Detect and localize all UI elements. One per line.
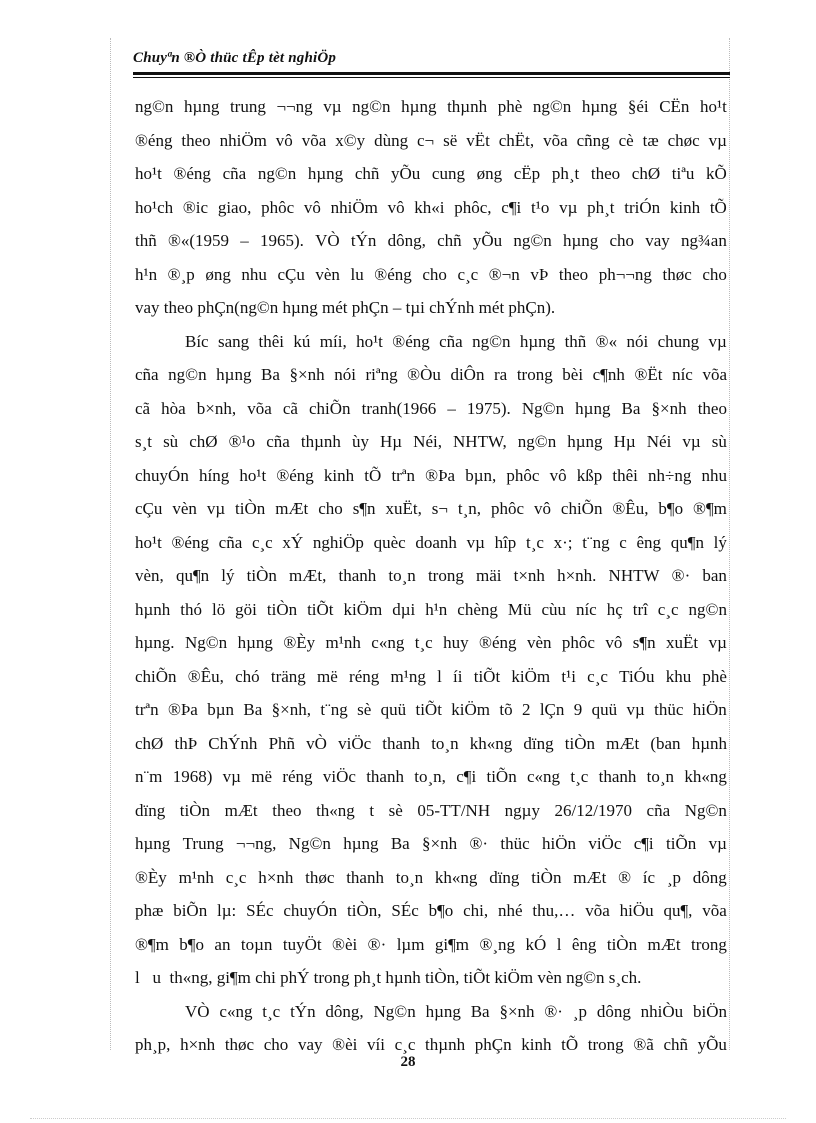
page-number: 28: [400, 1054, 416, 1070]
text-line: ®Èy m¹nh c¸c h×nh thøc thanh to¸n kh«ng dïng tiÒn mÆt ® íc ¸p dông: [135, 867, 727, 887]
text-line: chiÕn ®Êu, chó träng më réng m¹ng l íi tiÕt kiÖm t¹i c¸c TiÓu khu phè: [135, 666, 727, 686]
text-line: vèn, qu¶n lý tiÒn mÆt, thanh to¸n trong mäi t×nh h×nh. NHTW ®· ban: [135, 566, 727, 585]
text-line: vay theo phÇn(ng©n hµng mét phÇn – tµi chÝnh mét phÇn).: [135, 298, 556, 317]
header-rule-thin: [133, 77, 730, 78]
text-line: n¨m 1968) vµ më réng viÖc thanh to¸n, c¶i tiÕn c«ng t¸c thanh to¸n kh«ng: [135, 767, 727, 786]
text-line: ®éng theo nhiÖm vô võa x©y dùng c¬ së vËt chËt, võa cñng cè tæ chøc vµ: [135, 130, 727, 150]
text-line: ho¹t ®éng cña c¸c xÝ nghiÖp quèc doanh vµ hîp t¸c x·; t¨ng c êng qu¶n lý: [135, 532, 727, 552]
text-line: cÇu vèn vµ tiÒn mÆt cho s¶n xuËt, s¬ t¸n, phôc vô chiÕn ®Êu, b¶o ®¶m: [135, 499, 727, 518]
document-body: [135, 90, 727, 1062]
text-line: s¸t sù chØ ®¹o cña thµnh ùy Hµ Néi, NHTW, ng©n hµng Hµ Néi vµ sù: [135, 432, 727, 451]
text-line: h¹n ®¸p øng nhu cÇu vèn lu ®éng cho c¸c ®¬n vÞ theo ph¬¬ng thøc cho: [135, 264, 727, 284]
text-line: dïng tiÒn mÆt theo th«ng t sè 05-TT/NH ngµy 26/12/1970 cña Ng©n: [135, 800, 727, 820]
header-title: Chuyªn ®Ò thüc tÊp tèt nghiÖp: [133, 50, 337, 66]
text-line: ®¶m b¶o an toµn tuyÖt ®èi ®· lµm gi¶m ®¸ng kÓ l êng tiÒn mÆt trong: [135, 934, 727, 954]
text-line: cña ng©n hµng Ba §×nh nói riªng ®Òu diÔn ra trong bèi c¶nh ®Ët níc võa: [135, 365, 727, 384]
text-line: ho¹t ®éng cña ng©n hµng chñ yÕu cung øng cËp ph¸t theo chØ tiªu kÕ: [135, 164, 727, 183]
text-line: thñ ®«(1959 – 1965). VÒ tÝn dông, chñ yÕu ng©n hµng cho vay ng¾an: [135, 231, 727, 250]
text-line: ho¹ch ®ic giao, phôc vô nhiÖm vô kh«i phôc, c¶i t¹o vµ ph¸t triÓn kinh tÕ: [135, 197, 727, 217]
bottom-rule: [30, 1118, 786, 1119]
text-line: l u th«ng, gi¶m chi phÝ trong ph¸t hµnh tiÒn, tiÕt kiÖm vèn ng©n s¸ch.: [135, 968, 642, 987]
text-line: chuyÓn híng ho¹t ®éng kinh tÕ trªn ®Þa bµn, phôc vô kßp thêi nh÷ng nhu: [135, 465, 727, 485]
text-line: cã hòa b×nh, võa cã chiÕn tranh(1966 – 1975). Ng©n hµng Ba §×nh theo: [135, 398, 727, 418]
text-line: hµng Trung ¬¬ng, Ng©n hµng Ba §×nh ®· thüc hiÖn viÖc c¶i tiÕn vµ: [135, 834, 727, 853]
text-line: VÒ c«ng t¸c tÝn dông, Ng©n hµng Ba §×nh ®· ¸p dông nhiÒu biÖn: [185, 1001, 727, 1021]
text-line: trªn ®Þa bµn Ba §×nh, t¨ng sè quü tiÕt kiÖm tõ 2 lÇn 9 quü vµ thüc hiÖn: [135, 700, 727, 719]
page-header: [133, 50, 730, 67]
text-line: phæ biÕn lµ: SÉc chuyÓn tiÒn, SÉc b¶o chi, nhé thu,… võa hiÖu qu¶, võa: [135, 901, 727, 920]
text-line: hµnh thó lö göi tiÒn tiÕt kiÖm dµi h¹n chèng Mü cùu níc hç trî c¸c ng©n: [135, 599, 727, 619]
text-line: chØ thÞ ChÝnh Phñ vÒ viÖc thanh to¸n kh«ng dïng tiÒn mÆt (ban hµnh: [135, 733, 727, 753]
text-line: hµng. Ng©n hµng ®Èy m¹nh c«ng t¸c huy ®éng vèn phôc vô s¶n xuËt vµ: [135, 633, 727, 652]
header-rule: [133, 72, 730, 75]
text-line: ph¸p, h×nh thøc cho vay ®èi víi c¸c thµnh phÇn kinh tÕ trong ®ã chñ yÕu: [135, 1035, 727, 1054]
text-line: Bíc sang thêi kú míi, ho¹t ®éng cña ng©n hµng thñ ®« nói chung vµ: [185, 331, 727, 351]
text-line: ng©n hµng trung ¬¬ng vµ ng©n hµng thµnh phè ng©n hµng §éi CËn ho¹t: [135, 97, 727, 116]
